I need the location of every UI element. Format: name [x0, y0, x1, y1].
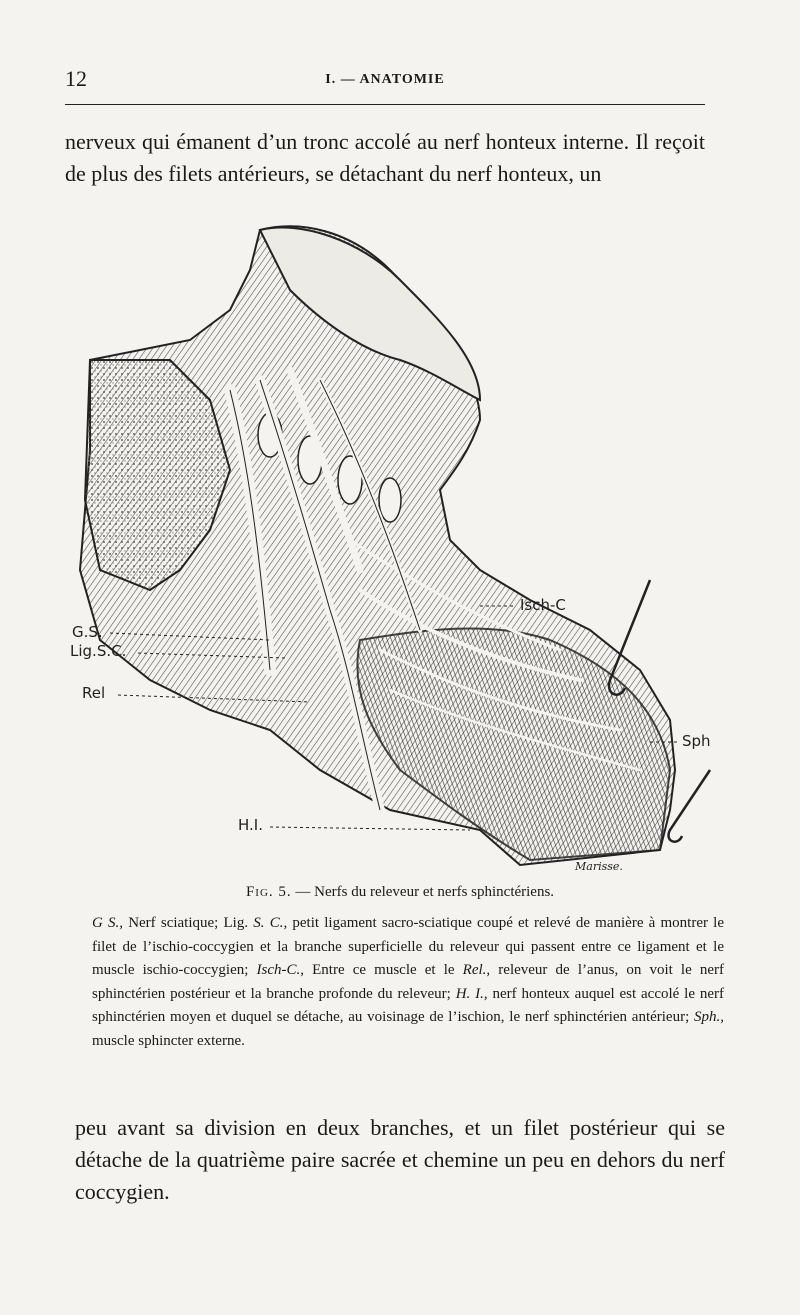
anatomical-engraving [60, 210, 730, 875]
engraving-drawing [60, 210, 730, 875]
label-ischc: Isch-C [520, 596, 566, 614]
caption-segment: petit ligament sacro-sciatique coupé et relevé de manière à montrer le filet de l’ischio-coccygien et la branche superficielle du releveur qui passent entre ce ligament et le muscle ischio-coccygien; [92, 915, 724, 978]
label-rel: Rel [82, 684, 106, 702]
foramen [379, 478, 401, 522]
caption-segment: Entre ce muscle et le [304, 962, 463, 978]
abbr-sc: S. C., [253, 915, 288, 931]
leader-hi [270, 827, 470, 830]
page-number: 12 [65, 66, 87, 91]
retractor-hook-bottom [669, 770, 710, 842]
abbr-sph: Sph., [694, 1009, 724, 1025]
body-paragraph-bottom: peu avant sa division en deux branches, et un filet postérieur qui se détache de la quatrième paire sacrée et chemine un peu en dehors du nerf coccygien. [75, 1115, 725, 1204]
figure-caption-legend [92, 912, 724, 1053]
label-ligsc: Lig.S.C. [70, 642, 127, 660]
caption-segment: muscle sphincter externe. [92, 1032, 245, 1049]
label-gs: G.S. [72, 623, 103, 641]
label-sph: Sph [682, 732, 711, 750]
running-head: I. — ANATOMIE [325, 72, 445, 87]
figure-number: Fig. 5. [245, 884, 292, 900]
caption-segment: nerf honteux auquel est accolé le nerf sphinctérien moyen et duquel se détache, au voisinage de l’ischion, le nerf sphinctérien antérieur; [92, 985, 724, 1025]
figure-title: — Nerfs du releveur et nerfs sphinctériens. [295, 884, 555, 900]
header-rule [65, 104, 705, 105]
body-paragraph-top: nerveux qui émanent d’un tronc accolé au nerf honteux interne. Il reçoit de plus des filets antérieurs, se détachant du nerf honteux, un [65, 129, 705, 186]
caption-segment: Nerf sciatique; Lig. [123, 915, 254, 931]
caption-segment: releveur de l’anus, on voit le nerf sphinctérien postérieur et la branche profonde du releveur; [92, 962, 725, 1002]
engraver-signature: Marisse. [575, 860, 623, 873]
abbr-hi: H. I., [455, 985, 488, 1002]
page-header [65, 66, 705, 96]
abbr-isch: Isch-C., [256, 962, 305, 978]
abbr-rel: Rel., [462, 962, 491, 978]
label-hi: H.I. [238, 816, 263, 834]
abbr-gs: G S., [92, 915, 124, 931]
figure-caption-title [0, 884, 800, 901]
